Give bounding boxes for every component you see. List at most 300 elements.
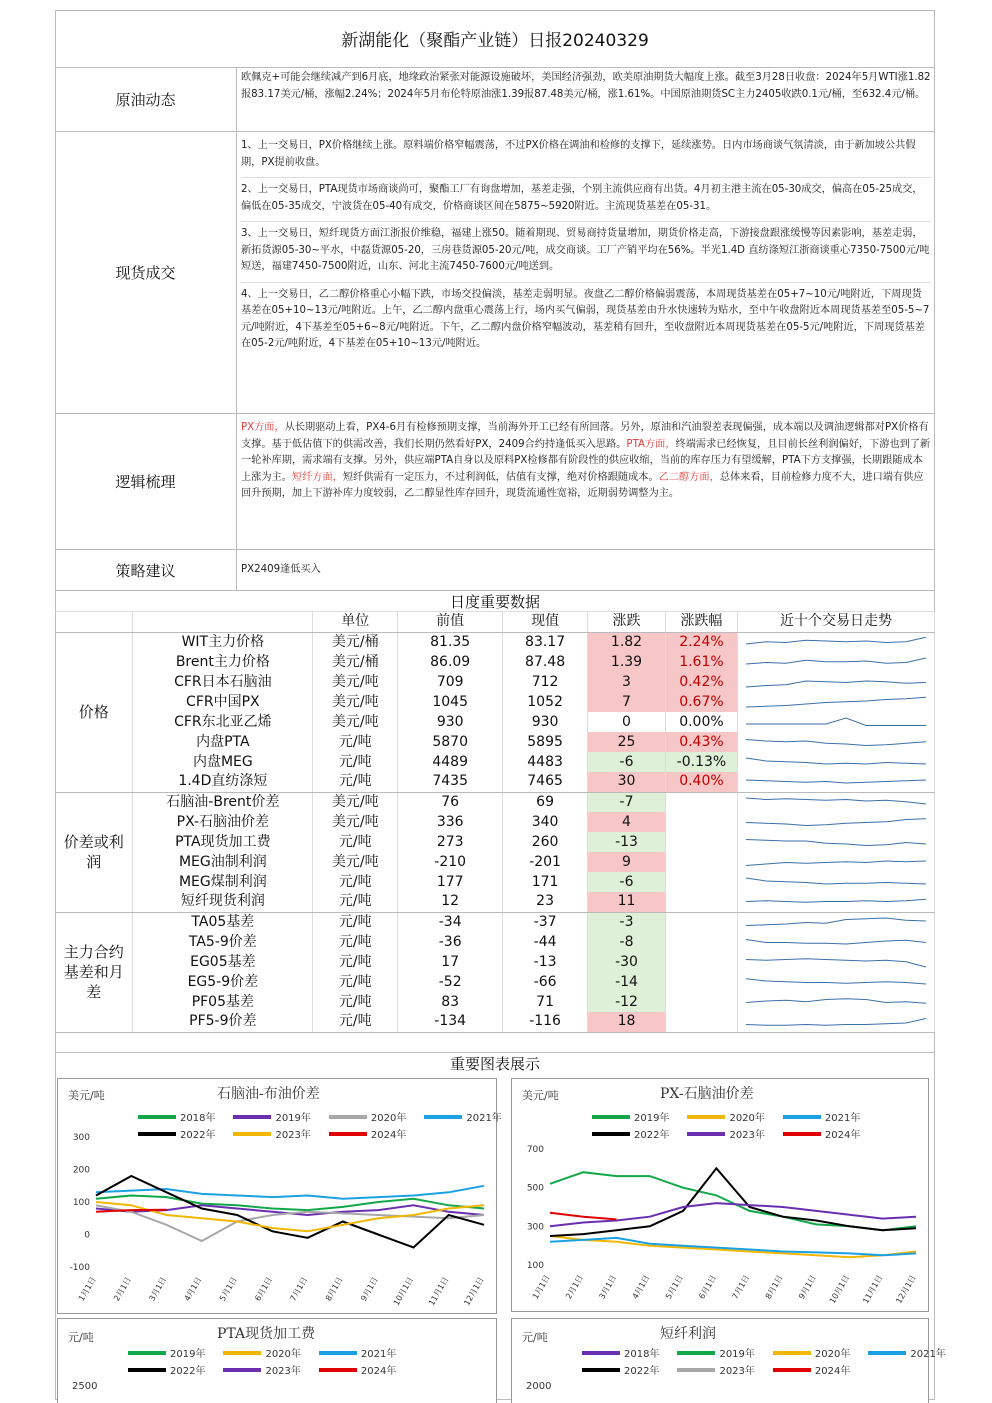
item-name: WIT主力价格	[133, 632, 313, 652]
item-name: CFR东北亚乙烯	[133, 712, 313, 732]
change-value: -30	[588, 952, 666, 972]
change-pct	[665, 952, 737, 972]
chart-title: PTA现货加工费	[217, 1326, 316, 1342]
logic-section	[55, 414, 935, 550]
logic-px-text: 从长期驱动上看，PX4-6月有检修预期支撑，当前海外开工已经有所回落。另外，原油和汽油裂差表现偏强，成本端以及调油逻辑都对PX价格有支撑。基于低估值下的供需改善，我们长期仍然看好PX，2409合约持逢低买入思路。	[241, 422, 929, 450]
logic-label: 逻辑梳理	[55, 414, 237, 549]
trend-sparkline	[737, 952, 934, 972]
table-row	[55, 832, 935, 852]
table-row	[55, 932, 935, 952]
change-value: -6	[588, 872, 666, 892]
legend-item	[677, 1362, 754, 1377]
legend-swatch	[138, 1115, 176, 1119]
item-name: PF05基差	[133, 992, 313, 1012]
change-pct: 0.67%	[665, 692, 737, 712]
item-name: EG05基差	[133, 952, 313, 972]
legend-item	[687, 1109, 764, 1124]
legend-label: 2022年	[170, 1366, 206, 1377]
y-tick-label: 700	[526, 1145, 544, 1155]
series-line	[550, 1203, 916, 1226]
unit-cell: 美元/吨	[313, 852, 398, 872]
prev-value: 1045	[398, 692, 503, 712]
sparkline-path	[746, 758, 926, 764]
legend-swatch	[592, 1115, 630, 1119]
legend-swatch	[233, 1115, 271, 1119]
strategy-section	[55, 550, 935, 590]
legend-swatch	[582, 1368, 620, 1372]
x-tick-label: 3月1日	[147, 1275, 169, 1303]
legend-item	[773, 1345, 850, 1360]
chart-ylabel: 元/吨	[522, 1331, 548, 1344]
change-pct: -0.13%	[665, 752, 737, 772]
x-tick-label: 7月1日	[730, 1273, 752, 1301]
strategy-text: PX2409逢低买入	[241, 563, 321, 575]
legend-label: 2021年	[360, 1349, 397, 1360]
legend-label: 2019年	[170, 1349, 206, 1360]
cur-value: 712	[503, 672, 588, 692]
table-row	[55, 872, 935, 892]
change-pct: 2.24%	[665, 632, 737, 652]
legend-swatch	[223, 1351, 261, 1355]
change-pct	[665, 872, 737, 892]
legend-label: 2020年	[265, 1349, 301, 1360]
legend-item	[319, 1345, 396, 1360]
header-unit: 单位	[313, 612, 398, 632]
legend-swatch	[677, 1351, 715, 1355]
table-row	[55, 952, 935, 972]
x-tick-label: 11月1日	[861, 1273, 885, 1306]
cur-value: -116	[503, 1012, 588, 1032]
change-pct	[665, 1012, 737, 1032]
cur-value: 1052	[503, 692, 588, 712]
legend-label: 2022年	[624, 1366, 660, 1377]
y-tick-label: 200	[72, 1165, 90, 1176]
sparkline-path	[746, 658, 926, 664]
legend-label: 2020年	[729, 1113, 765, 1124]
legend-label: 2018年	[624, 1349, 660, 1360]
prev-value: -134	[398, 1012, 503, 1032]
logic-pf-text: 短纤供需有一定压力，不过利润低，估值有支撑，绝对价格跟随成本。	[342, 471, 659, 483]
legend-swatch	[783, 1115, 821, 1119]
item-name: 1.4D直纺涤短	[133, 772, 313, 792]
chart-ylabel: 美元/吨	[68, 1089, 105, 1102]
x-tick-label: 6月1日	[697, 1273, 719, 1301]
sparkline-path	[746, 739, 926, 745]
legend-swatch	[138, 1132, 176, 1136]
group-label: 价差或利润	[55, 792, 133, 912]
legend-swatch	[687, 1132, 725, 1136]
unit-cell: 元/吨	[313, 912, 398, 932]
legend-swatch	[868, 1351, 906, 1355]
legend-label: 2021年	[910, 1349, 946, 1360]
table-row	[55, 992, 935, 1012]
item-name: PF5-9价差	[133, 1012, 313, 1032]
x-tick-label: 3月1日	[597, 1273, 619, 1301]
unit-cell: 元/吨	[313, 1012, 398, 1032]
legend-swatch	[128, 1351, 166, 1355]
pta-processing-fee-chart	[57, 1318, 497, 1403]
trend-sparkline	[737, 712, 934, 732]
sparkline-path	[746, 839, 926, 845]
change-value: 0	[588, 712, 666, 732]
prev-value: 709	[398, 672, 503, 692]
table-row	[55, 812, 935, 832]
prev-value: 86.09	[398, 652, 503, 672]
table-row	[55, 1012, 935, 1032]
legend-item	[424, 1109, 501, 1124]
change-pct	[665, 892, 737, 912]
table-row	[55, 912, 935, 932]
legend-swatch	[233, 1132, 271, 1136]
x-tick-label: 4月1日	[182, 1275, 204, 1303]
sparkline-path	[746, 718, 926, 726]
cur-value: 83.17	[503, 632, 588, 652]
prev-value: 336	[398, 812, 503, 832]
sparkline-path	[746, 697, 926, 707]
legend-item	[592, 1126, 669, 1141]
sparkline-path	[746, 798, 926, 804]
prev-value: 83	[398, 992, 503, 1012]
legend-item	[783, 1126, 860, 1141]
cur-value: 340	[503, 812, 588, 832]
legend-label: 2020年	[370, 1113, 407, 1124]
legend-item	[233, 1109, 310, 1124]
charts-section-title: 重要图表展示	[55, 1052, 935, 1074]
prev-value: 76	[398, 792, 503, 812]
table-row	[55, 652, 935, 672]
logic-text	[237, 414, 935, 549]
legend-item	[582, 1362, 659, 1377]
trend-sparkline	[737, 1012, 934, 1032]
item-name: MEG油制利润	[133, 852, 313, 872]
change-pct	[665, 932, 737, 952]
prev-value: -36	[398, 932, 503, 952]
logic-eg-heading: 乙二醇方面，	[658, 471, 720, 483]
table-row	[55, 792, 935, 812]
daily-table-title: 日度重要数据	[55, 590, 935, 612]
change-value: -14	[588, 972, 666, 992]
prev-value: -52	[398, 972, 503, 992]
unit-cell: 元/吨	[313, 752, 398, 772]
change-value: 1.39	[588, 652, 666, 672]
logic-pta-heading: PTA方面，	[626, 438, 676, 450]
trend-sparkline	[737, 812, 934, 832]
trend-sparkline	[737, 692, 934, 712]
unit-cell: 元/吨	[313, 772, 398, 792]
legend-item	[329, 1126, 406, 1141]
sparkline-path	[746, 939, 926, 944]
change-value: 18	[588, 1012, 666, 1032]
spot-paragraph-pta: 2、上一交易日，PTA现货市场商谈尚可，聚酯工厂有询盘增加，基差走强，个别主流供应商有出货。4月初主港主流在05-30成交，偏高在05-25成交，偏低在05-35成交，宁波货在05-40有成交，价格商谈区间在5875~5920附近。主流现货基差在05-31。	[241, 178, 931, 222]
item-name: CFR中国PX	[133, 692, 313, 712]
change-value: -12	[588, 992, 666, 1012]
y-tick-label: 100	[72, 1198, 90, 1208]
legend-swatch	[773, 1368, 811, 1372]
x-tick-label: 11月1日	[427, 1275, 451, 1308]
legend-label: 2024年	[370, 1130, 407, 1141]
legend-item	[319, 1362, 396, 1377]
legend-label: 2022年	[634, 1130, 670, 1141]
prev-value: 177	[398, 872, 503, 892]
change-pct	[665, 832, 737, 852]
cur-value: -66	[503, 972, 588, 992]
group-label: 价格	[55, 632, 133, 792]
change-value: 11	[588, 892, 666, 912]
item-name: PTA现货加工费	[133, 832, 313, 852]
trend-sparkline	[737, 992, 934, 1012]
crude-label: 原油动态	[55, 68, 237, 131]
legend-label: 2023年	[265, 1366, 301, 1377]
change-pct	[665, 812, 737, 832]
cur-value: 171	[503, 872, 588, 892]
y-tick-label: 500	[526, 1183, 544, 1194]
legend-swatch	[582, 1351, 620, 1355]
change-value: -7	[588, 792, 666, 812]
x-tick-label: 2月1日	[564, 1273, 586, 1301]
crude-section	[55, 68, 935, 132]
legend-item	[582, 1345, 659, 1360]
prev-value: 5870	[398, 732, 503, 752]
unit-cell: 美元/吨	[313, 692, 398, 712]
spot-paragraph-pf: 3、上一交易日，短纤现货方面江浙报价维稳，福建上涨50。随着期现、贸易商持货量增加，期货价格走高，下游接盘跟涨缓慢等因素影响，基差走弱，新拓货源05-30~平水，中磊货源05-20，三房巷货源05-20元/吨，成交商谈。工厂产销平均在56%。半光1.4D 直纺涤短江浙商谈重心7350-7500元/吨短送，福建7450-7500附近，山东、河北主流7450-7600元/吨送到。	[241, 222, 931, 283]
spot-label: 现货成交	[55, 132, 237, 413]
change-pct	[665, 972, 737, 992]
prev-value: 4489	[398, 752, 503, 772]
legend-swatch	[128, 1368, 166, 1372]
unit-cell: 元/吨	[313, 832, 398, 852]
cur-value: 930	[503, 712, 588, 732]
sparkline-path	[746, 998, 926, 1003]
sparkline-path	[746, 878, 926, 884]
trend-sparkline	[737, 792, 934, 812]
sparkline-path	[746, 818, 926, 825]
x-tick-label: 4月1日	[630, 1273, 652, 1301]
table-row	[55, 852, 935, 872]
x-tick-label: 12月1日	[462, 1275, 486, 1308]
naphtha-brent-spread-chart	[57, 1078, 502, 1314]
crude-text: 欧佩克+可能会继续减产到6月底，地缘政治紧张对能源设施破坏，美国经济强劲，欧美原油期货大幅度上涨。截至3月28日收盘：2024年5月WTI涨1.82报83.17美元/桶，涨幅2.24%；2024年5月布伦特原油涨1.39报87.48美元/桶，涨1.61%。中国原油期货SC主力2405收跌0.1元/桶，至632.4元/桶。	[241, 72, 931, 100]
change-pct: 0.00%	[665, 712, 737, 732]
group-label: 主力合约基差和月差	[55, 912, 133, 1032]
sparkline-path	[746, 1019, 926, 1026]
legend-label: 2019年	[634, 1113, 670, 1124]
table-row	[55, 692, 935, 712]
change-pct	[665, 992, 737, 1012]
x-tick-label: 12月1日	[894, 1273, 918, 1306]
item-name: 石脑油-Brent价差	[133, 792, 313, 812]
sparkline-path	[746, 918, 926, 926]
spot-paragraph-meg: 4、上一交易日，乙二醇价格重心小幅下跌，市场交投偏淡，基差走弱明显。夜盘乙二醇价格偏弱震荡，本周现货基差在05+7~10元/吨附近，下周现货基差在05+10~13元/吨附近。上午，乙二醇内盘重心震荡上行，场内买气偏弱，现货基差由升水快速转为贴水，至中午收盘附近本周现货基差至05-5~7元/吨附近，4下基差至05+6~8元/吨附近。下午，乙二醇内盘价格窄幅波动，基差稍有回升，至收盘附近本周现货基差在05-5元/吨附近，下周现货基差在05-2元/吨附近，4下基差在05+10~13元/吨附近。	[241, 288, 930, 349]
chart-title: PX-石脑油价差	[660, 1086, 754, 1102]
trend-sparkline	[737, 672, 934, 692]
change-value: -6	[588, 752, 666, 772]
item-name: MEG煤制利润	[133, 872, 313, 892]
item-name: CFR日本石脑油	[133, 672, 313, 692]
unit-cell: 元/吨	[313, 892, 398, 912]
legend-item	[677, 1345, 754, 1360]
change-pct	[665, 792, 737, 812]
table-row	[55, 732, 935, 752]
unit-cell: 美元/吨	[313, 712, 398, 732]
legend-label: 2019年	[275, 1113, 311, 1124]
change-value: 1.82	[588, 632, 666, 652]
sparkline-path	[746, 900, 926, 903]
legend-item	[128, 1362, 205, 1377]
item-name: 内盘PTA	[133, 732, 313, 752]
spot-text	[237, 132, 935, 413]
spot-section	[55, 132, 935, 414]
legend-swatch	[424, 1115, 462, 1119]
unit-cell: 元/吨	[313, 732, 398, 752]
change-value: 3	[588, 672, 666, 692]
unit-cell: 元/吨	[313, 972, 398, 992]
x-tick-label: 2月1日	[112, 1275, 134, 1303]
legend-label: 2024年	[814, 1366, 851, 1377]
staple-fiber-profit-chart	[511, 1318, 946, 1403]
logic-px-heading: PX方面，	[241, 422, 285, 433]
trend-sparkline	[737, 912, 934, 932]
item-name: TA05基差	[133, 912, 313, 932]
legend-item	[868, 1345, 945, 1360]
unit-cell: 元/吨	[313, 992, 398, 1012]
item-name: TA5-9价差	[133, 932, 313, 952]
chart-legend	[138, 1109, 502, 1141]
trend-sparkline	[737, 632, 934, 652]
x-tick-label: 8月1日	[763, 1273, 785, 1301]
table-row	[55, 772, 935, 792]
sparkline-path	[746, 978, 926, 983]
x-tick-label: 6月1日	[253, 1275, 275, 1303]
y-tick-label: 100	[526, 1261, 544, 1271]
trend-sparkline	[737, 652, 934, 672]
legend-label: 2024年	[824, 1130, 861, 1141]
cur-value: -201	[503, 852, 588, 872]
unit-cell: 元/吨	[313, 952, 398, 972]
cur-value: 69	[503, 792, 588, 812]
legend-swatch	[319, 1351, 357, 1355]
table-row	[55, 752, 935, 772]
header-prev: 前值	[398, 612, 503, 632]
daily-data-table	[55, 612, 935, 1033]
legend-label: 2018年	[180, 1113, 216, 1124]
trend-sparkline	[737, 832, 934, 852]
legend-label: 2023年	[729, 1130, 765, 1141]
change-pct: 0.40%	[665, 772, 737, 792]
change-value: -13	[588, 832, 666, 852]
trend-sparkline	[737, 772, 934, 792]
legend-swatch	[592, 1132, 630, 1136]
legend-swatch	[773, 1351, 811, 1355]
trend-sparkline	[737, 752, 934, 772]
header-blank	[55, 612, 133, 632]
item-name: 短纤现货利润	[133, 892, 313, 912]
x-tick-label: 9月1日	[359, 1275, 380, 1303]
prev-value: 81.35	[398, 632, 503, 652]
header-item-blank	[133, 612, 313, 632]
y-tick-label: 2000	[526, 1381, 552, 1392]
x-tick-label: 5月1日	[663, 1273, 685, 1301]
trend-sparkline	[737, 972, 934, 992]
table-row	[55, 892, 935, 912]
change-value: 30	[588, 772, 666, 792]
chart-legend	[128, 1345, 396, 1377]
y-tick-label: 0	[84, 1230, 90, 1241]
change-pct	[665, 912, 737, 932]
y-tick-label: 2500	[72, 1381, 98, 1392]
legend-item	[138, 1109, 215, 1124]
logic-pta-text: 终端需求已经恢复，且目前长丝利润偏好，下游也到了新一轮补库期，需求端有支撑。另外，供应端PTA自身以及原料PX检修都有阶段性的供应收缩，当前的库存压力有望缓解，PTA下方支撑强，长期跟随成本上涨为主。	[241, 438, 931, 483]
unit-cell: 美元/桶	[313, 652, 398, 672]
prev-value: 17	[398, 952, 503, 972]
legend-swatch	[329, 1132, 367, 1136]
daily-header-row	[55, 612, 935, 632]
legend-item	[233, 1126, 310, 1141]
legend-item	[223, 1345, 300, 1360]
x-tick-label: 10月1日	[827, 1273, 852, 1306]
prev-value: 930	[398, 712, 503, 732]
sparkline-path	[746, 958, 926, 966]
change-value: 7	[588, 692, 666, 712]
y-tick-label: 300	[526, 1222, 544, 1233]
legend-item	[128, 1345, 205, 1360]
item-name: Brent主力价格	[133, 652, 313, 672]
legend-label: 2024年	[360, 1366, 397, 1377]
chart-ylabel: 元/吨	[68, 1331, 94, 1344]
prev-value: -34	[398, 912, 503, 932]
daily-table-body	[55, 612, 935, 1032]
prev-value: -210	[398, 852, 503, 872]
unit-cell: 美元/桶	[313, 632, 398, 652]
logic-eg-text: 总体来看，目前检修力度不大，进口端有供应回升预期，加上下游补库力度较弱，乙二醇显性库存回升，现货流通性宽裕，近期弱势调整为主。	[241, 471, 924, 499]
chart-legend	[592, 1109, 860, 1141]
legend-item	[773, 1362, 850, 1377]
sparkline-path	[746, 861, 926, 866]
prev-value: 7435	[398, 772, 503, 792]
strategy-label: 策略建议	[55, 550, 237, 590]
legend-swatch	[329, 1115, 367, 1119]
x-tick-label: 8月1日	[323, 1275, 345, 1303]
legend-item	[138, 1126, 215, 1141]
chart-legend	[582, 1345, 946, 1377]
trend-sparkline	[737, 872, 934, 892]
cur-value: 7465	[503, 772, 588, 792]
change-value: 25	[588, 732, 666, 752]
unit-cell: 美元/吨	[313, 672, 398, 692]
prev-value: 273	[398, 832, 503, 852]
px-naphtha-spread-chart	[511, 1078, 929, 1312]
change-pct: 1.61%	[665, 652, 737, 672]
trend-sparkline	[737, 852, 934, 872]
cur-value: 71	[503, 992, 588, 1012]
logic-pf-heading: 短纤方面，	[291, 471, 343, 483]
trend-sparkline	[737, 732, 934, 752]
chart-ylabel: 美元/吨	[522, 1089, 559, 1102]
y-tick-label: -100	[69, 1263, 90, 1273]
chart-title: 石脑油-布油价差	[217, 1086, 320, 1102]
change-value: -8	[588, 932, 666, 952]
header-change: 涨跌	[588, 612, 666, 632]
header-trend: 近十个交易日走势	[737, 612, 934, 632]
table-row	[55, 972, 935, 992]
legend-label: 2019年	[719, 1349, 755, 1360]
legend-label: 2021年	[824, 1113, 861, 1124]
legend-item	[329, 1109, 406, 1124]
legend-item	[592, 1109, 669, 1124]
sparkline-path	[746, 780, 926, 783]
cur-value: -37	[503, 912, 588, 932]
prev-value: 12	[398, 892, 503, 912]
legend-label: 2023年	[275, 1130, 311, 1141]
